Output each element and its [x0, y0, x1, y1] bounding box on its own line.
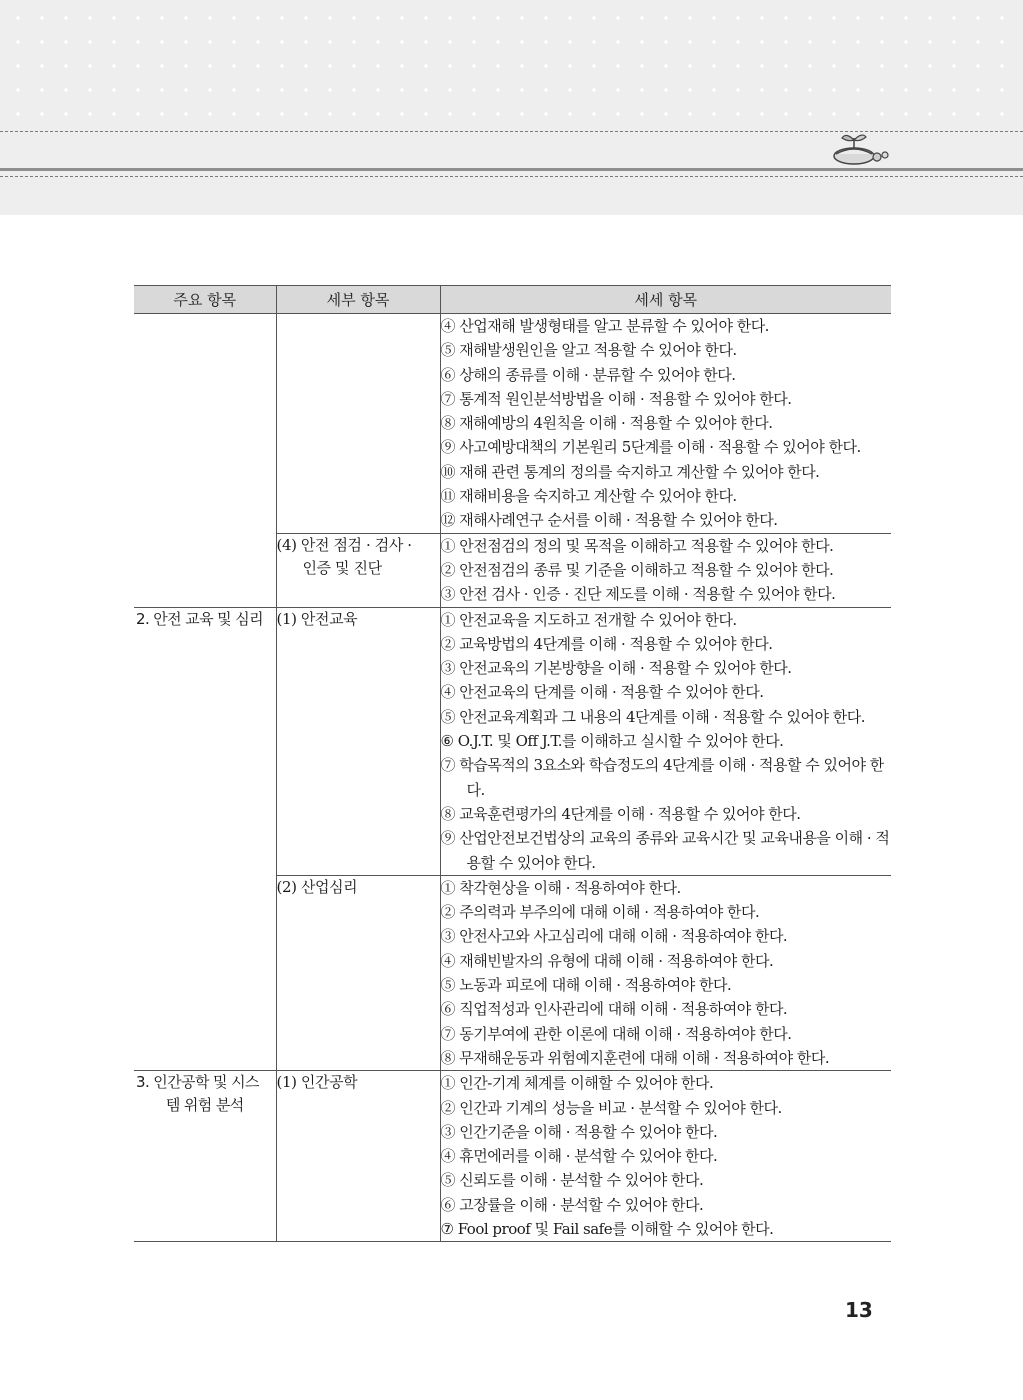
- sub-item-label: 인증 및 진단: [302, 558, 382, 577]
- major-item-cell: [134, 1071, 276, 1242]
- sub-item-label: (1) 인간공학: [276, 1073, 358, 1092]
- header-dot-pattern: [0, 0, 1023, 125]
- detail-item-cell: [440, 1071, 891, 1242]
- page-number: 13: [845, 1298, 873, 1322]
- detail-list-item: ⑫ 재해사례연구 순서를 이해 · 적용할 수 있어야 한다.: [440, 511, 778, 530]
- detail-list-item: ② 인간과 기계의 성능을 비교 · 분석할 수 있어야 한다.: [440, 1098, 782, 1117]
- detail-list-item: ② 교육방법의 4단계를 이해 · 적용할 수 있어야 한다.: [440, 634, 773, 653]
- table-row: [134, 314, 891, 534]
- table-body: [134, 314, 891, 1242]
- detail-list-item: ③ 안전교육의 기본방향을 이해 · 적용할 수 있어야 한다.: [440, 659, 792, 678]
- detail-item-cell: [440, 314, 891, 534]
- detail-list-item: ⑦ Fool proof 및 Fail safe를 이해할 수 있어야 한다.: [440, 1219, 774, 1238]
- detail-item-cell: [440, 875, 891, 1070]
- detail-list-item: ⑨ 산업안전보건법상의 교육의 종류와 교육시간 및 교육내용을 이해 · 적용할 수 있어야 한다.: [440, 829, 890, 872]
- sub-item-cell: [276, 607, 440, 875]
- header-sub-items: 세부 항목: [276, 286, 440, 314]
- sprout-book-icon: [830, 130, 890, 172]
- detail-item-cell: [440, 607, 891, 875]
- detail-list-item: ⑦ 학습목적의 3요소와 학습정도의 4단계를 이해 · 적용할 수 있어야 한다.: [440, 756, 884, 799]
- detail-list-item: ⑥ 상해의 종류를 이해 · 분류할 수 있어야 한다.: [440, 365, 736, 384]
- page-header-band: [0, 0, 1023, 215]
- major-item-cell: [134, 607, 276, 1071]
- detail-list-item: ⑧ 무재해운동과 위험예지훈련에 대해 이해 · 적용하여야 한다.: [440, 1048, 830, 1067]
- detail-list-item: ③ 안전사고와 사고심리에 대해 이해 · 적용하여야 한다.: [440, 927, 788, 946]
- syllabus-table: [134, 285, 891, 1242]
- detail-list-item: ③ 안전 검사 · 인증 · 진단 제도를 이해 · 적용할 수 있어야 한다.: [440, 585, 836, 604]
- detail-list-item: ⑤ 재해발생원인을 알고 적용할 수 있어야 한다.: [440, 341, 737, 360]
- major-item-cell: [134, 314, 276, 608]
- detail-list-item: ⑨ 사고예방대책의 기본원리 5단계를 이해 · 적용할 수 있어야 한다.: [440, 438, 861, 457]
- detail-list-item: ⑦ 동기부여에 관한 이론에 대해 이해 · 적용하여야 한다.: [440, 1024, 792, 1043]
- detail-list-item: ③ 인간기준을 이해 · 적용할 수 있어야 한다.: [440, 1122, 718, 1141]
- detail-list-item: ⑤ 노동과 피로에 대해 이해 · 적용하여야 한다.: [440, 976, 732, 995]
- detail-list-item: ⑦ 통계적 원인분석방법을 이해 · 적용할 수 있어야 한다.: [440, 389, 792, 408]
- detail-list-item: ① 안전점검의 정의 및 목적을 이해하고 적용할 수 있어야 한다.: [440, 536, 834, 555]
- table-row: [134, 607, 891, 875]
- header-major-items: 주요 항목: [134, 286, 276, 314]
- detail-list-item: ⑧ 재해예방의 4원칙을 이해 · 적용할 수 있어야 한다.: [440, 414, 773, 433]
- sub-item-label: (2) 산업심리: [276, 877, 358, 896]
- major-item-label: 템 위험 분석: [165, 1096, 244, 1115]
- header-detail-items: 세세 항목: [440, 286, 891, 314]
- sub-item-label: (4) 안전 점검 · 검사 ·: [276, 535, 412, 554]
- sub-item-cell: [276, 875, 440, 1070]
- detail-item-cell: [440, 533, 891, 607]
- sub-item-cell: [276, 1071, 440, 1242]
- sub-item-cell: [276, 314, 440, 534]
- detail-list-item: ② 안전점검의 종류 및 기준을 이해하고 적용할 수 있어야 한다.: [440, 560, 834, 579]
- detail-list-item: ① 안전교육을 지도하고 전개할 수 있어야 한다.: [440, 610, 737, 629]
- detail-list-item: ① 착각현상을 이해 · 적용하여야 한다.: [440, 878, 681, 897]
- table-header-row: [134, 286, 891, 314]
- detail-list-item: ⑤ 신뢰도를 이해 · 분석할 수 있어야 한다.: [440, 1171, 704, 1190]
- detail-list-item: ① 인간-기계 체계를 이해할 수 있어야 한다.: [440, 1074, 714, 1093]
- header-dashed-rule-lower: [0, 176, 1023, 177]
- detail-list-item: ⑩ 재해 관련 통계의 정의를 숙지하고 계산할 수 있어야 한다.: [440, 462, 820, 481]
- detail-list-item: ⑪ 재해비용을 숙지하고 계산할 수 있어야 한다.: [440, 487, 737, 506]
- major-item-label: 3. 인간공학 및 시스: [136, 1073, 259, 1092]
- sub-item-label: (1) 안전교육: [276, 609, 358, 628]
- detail-list-item: ⑤ 안전교육계획과 그 내용의 4단계를 이해 · 적용할 수 있어야 한다.: [440, 707, 866, 726]
- detail-list-item: ⑥ 직업적성과 인사관리에 대해 이해 · 적용하여야 한다.: [440, 1000, 788, 1019]
- detail-list-item: ⑧ 교육훈련평가의 4단계를 이해 · 적용할 수 있어야 한다.: [440, 804, 801, 823]
- detail-list-item: ⑥ O.J.T. 및 Off J.T.를 이해하고 실시할 수 있어야 한다.: [440, 732, 784, 751]
- detail-list-item: ② 주의력과 부주의에 대해 이해 · 적용하여야 한다.: [440, 903, 760, 922]
- detail-list-item: ④ 재해빈발자의 유형에 대해 이해 · 적용하여야 한다.: [440, 951, 774, 970]
- table-row: [134, 1071, 891, 1242]
- sub-item-cell: [276, 533, 440, 607]
- major-item-label: 2. 안전 교육 및 심리: [136, 609, 264, 628]
- detail-list-item: ④ 안전교육의 단계를 이해 · 적용할 수 있어야 한다.: [440, 683, 764, 702]
- detail-list-item: ⑥ 고장률을 이해 · 분석할 수 있어야 한다.: [440, 1195, 704, 1214]
- detail-list-item: ④ 휴먼에러를 이해 · 분석할 수 있어야 한다.: [440, 1147, 718, 1166]
- detail-list-item: ④ 산업재해 발생형태를 알고 분류할 수 있어야 한다.: [440, 317, 769, 335]
